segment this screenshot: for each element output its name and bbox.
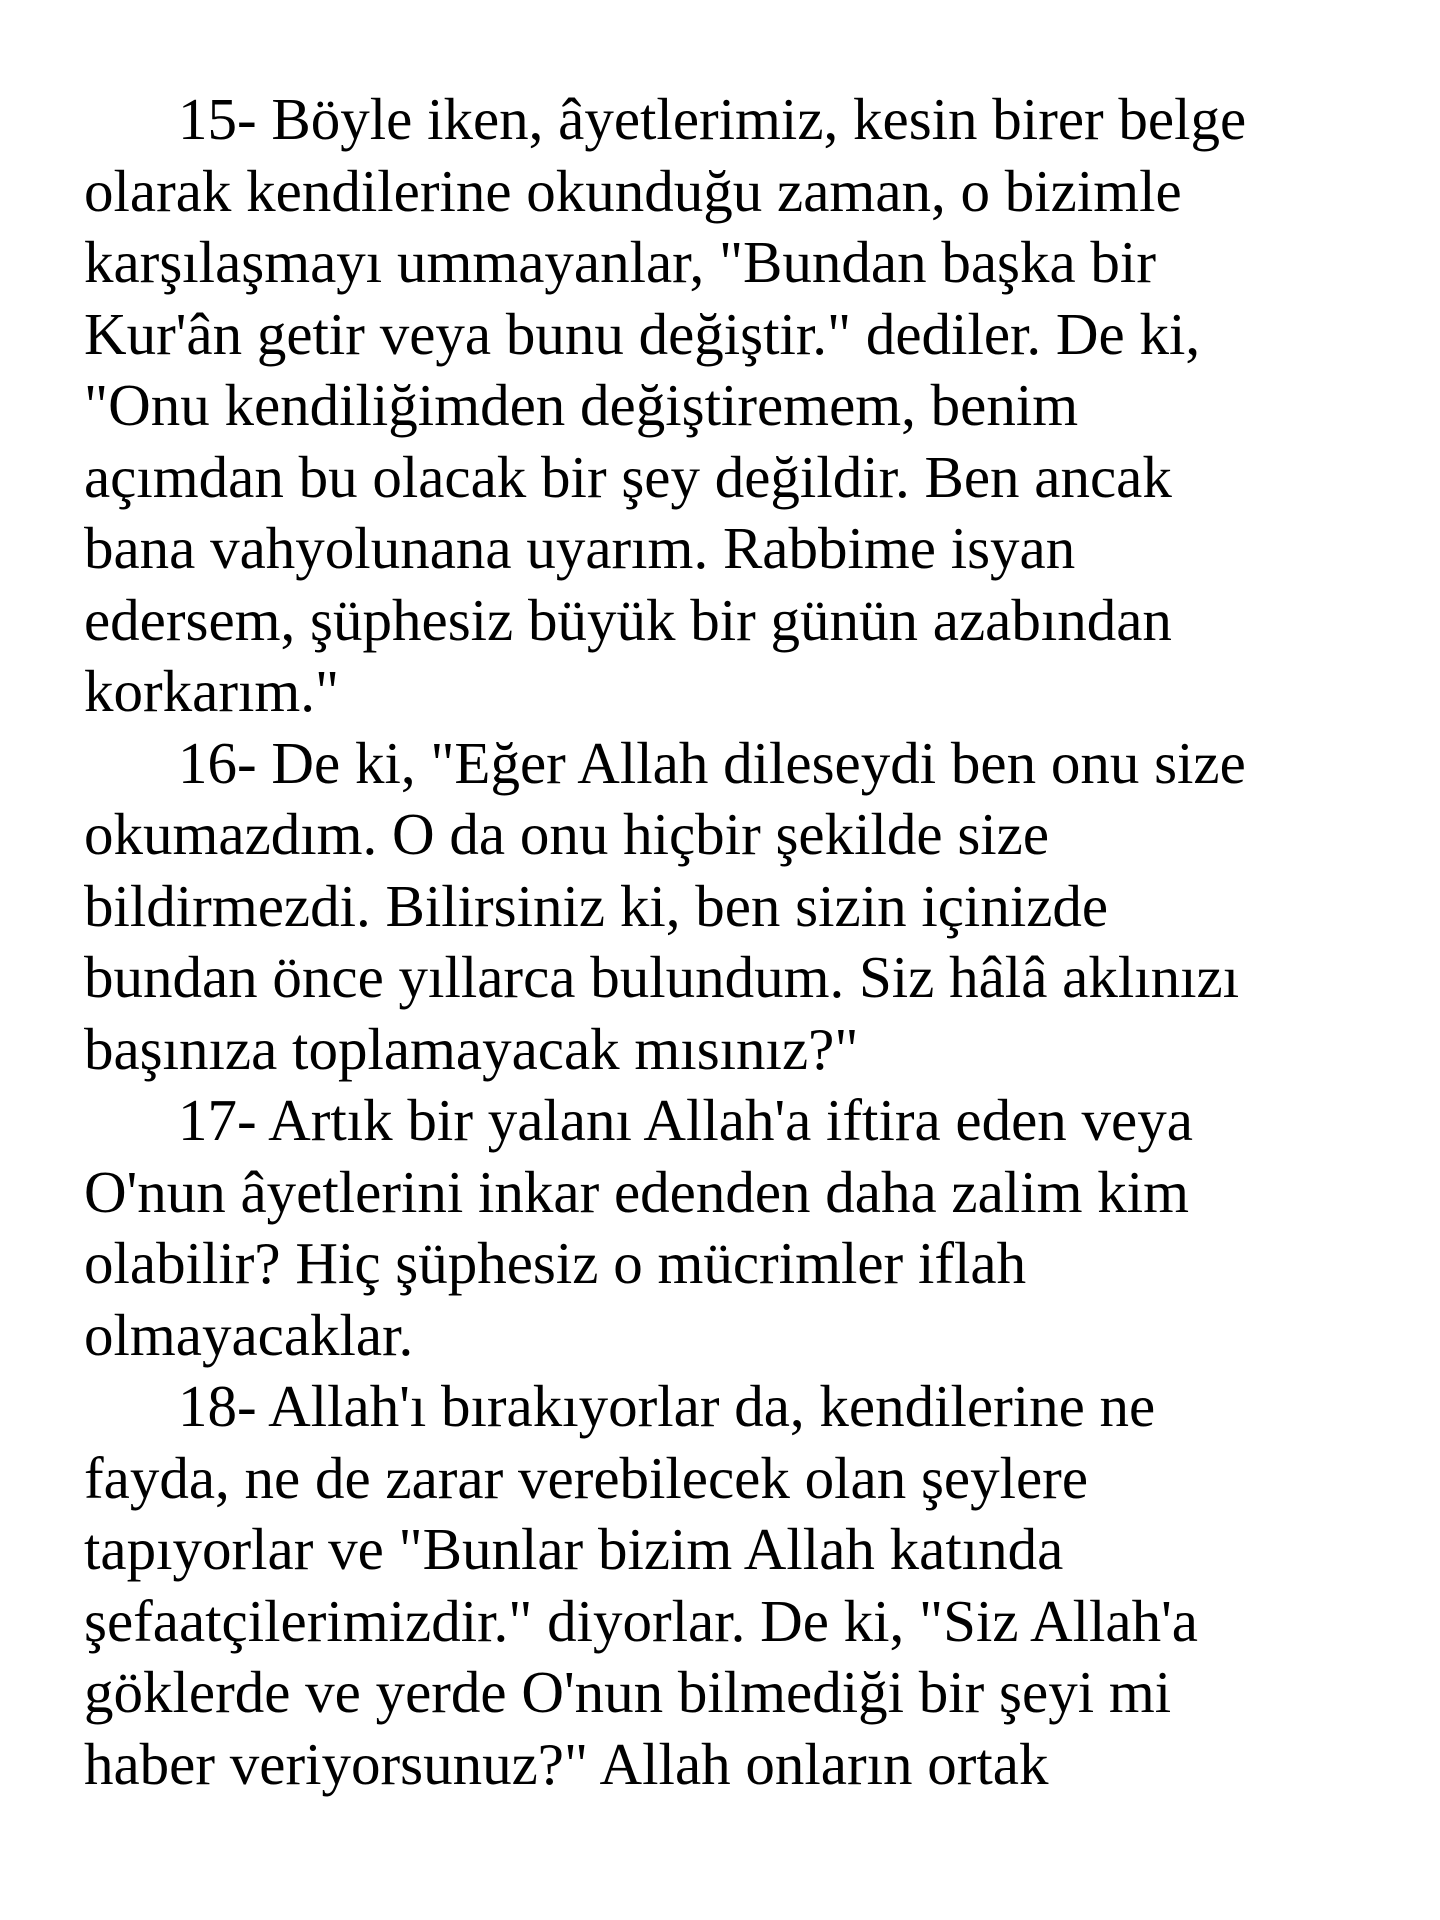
text-line: şefaatçilerimizdir." diyorlar. De ki, "Siz Allah'a [84,1587,1198,1654]
text-line: olarak kendilerine okunduğu zaman, o bizimle [84,157,1182,224]
text-line: olmayacaklar. [84,1301,414,1368]
text-line: O'nun âyetlerini inkar edenden daha zalim kim [84,1158,1190,1225]
text-line: başınıza toplamayacak mısınız?" [84,1015,859,1082]
text-line: bundan önce yıllarca bulundum. Siz hâlâ aklınızı [84,944,1240,1010]
text-line: açımdan bu olacak bir şey değildir. Ben ancak [84,443,1172,510]
text-line: Kur'ân getir veya bunu değiştir." dediler. De ki, [84,300,1201,367]
text-line: olabilir? Hiç şüphesiz o mücrimler iflah [84,1230,1027,1296]
text-line: edersem, şüphesiz büyük bir günün azabından [84,586,1172,653]
text-line: 17- Artık bir yalanı Allah'a iftira eden veya [178,1087,1193,1153]
text-line: göklerde ve yerde O'nun bilmediği bir şeyi mi [84,1659,1172,1725]
text-line: 16- De ki, "Eğer Allah dileseydi ben onu size [178,729,1246,796]
text-line: 15- Böyle iken, âyetlerimiz, kesin birer belge [178,86,1247,152]
text-line: bana vahyolunana uyarım. Rabbime isyan [84,515,1076,581]
text-line: fayda, ne de zarar verebilecek olan şeylere [84,1444,1089,1511]
text-line: karşılaşmayı ummayanlar, "Bundan başka bir [84,229,1156,295]
text-line: 18- Allah'ı bırakıyorlar da, kendilerine ne [178,1373,1156,1439]
body-text [84,84,1404,1800]
text-line: bildirmezdi. Bilirsiniz ki, ben sizin içinizde [84,872,1109,939]
verse-15-paragraph [84,84,1404,728]
verse-16-paragraph [84,728,1404,1086]
text-line: haber veriyorsunuz?" Allah onların ortak [84,1730,1049,1797]
text-line: korkarım." [84,658,340,724]
verse-18-paragraph [84,1371,1404,1800]
text-line: tapıyorlar ve "Bunlar bizim Allah katında [84,1516,1064,1582]
text-line: "Onu kendiliğimden değiştiremem, benim [84,372,1079,438]
verse-17-paragraph [84,1085,1404,1371]
text-line: okumazdım. O da onu hiçbir şekilde size [84,801,1050,867]
